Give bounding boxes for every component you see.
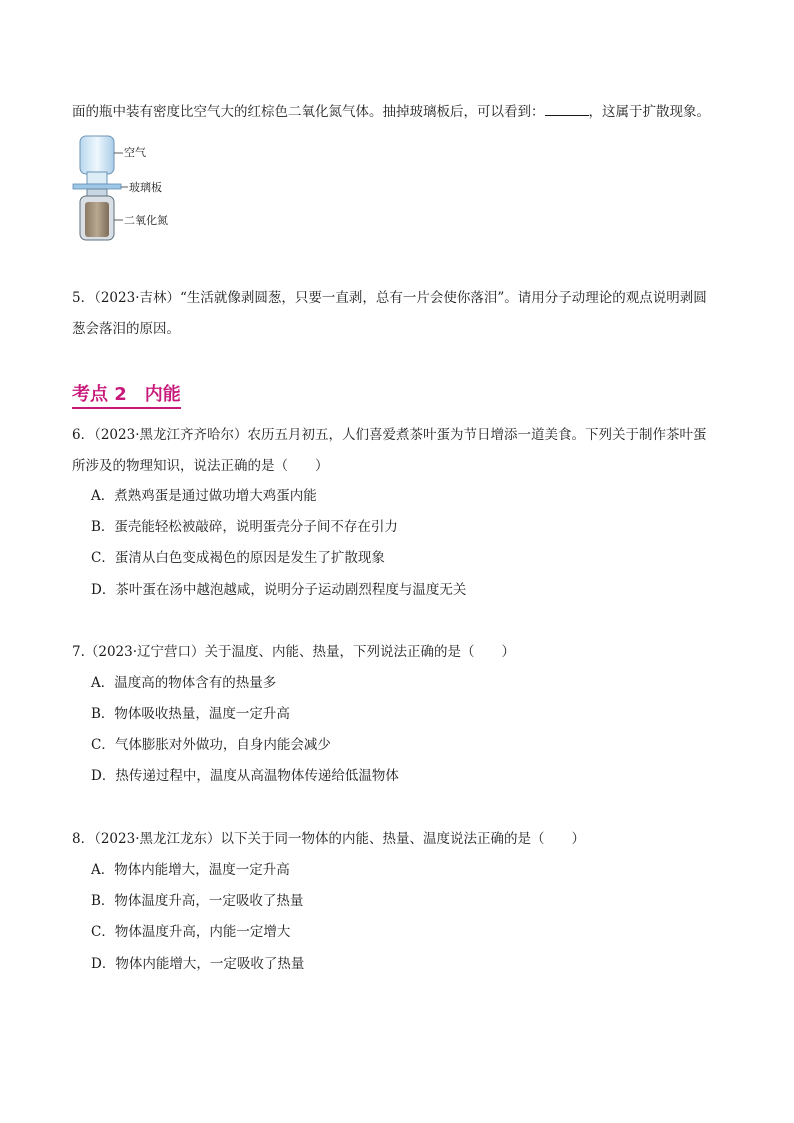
section-heading-internal-energy: 考点 2 内能 [72, 384, 181, 409]
bottom-bottle-no2 [80, 189, 114, 240]
q6-option-a[interactable]: A．煮熟鸡蛋是通过做功增大鸡蛋内能 [91, 488, 317, 504]
q6-option-b[interactable]: B．蛋壳能轻松被敲碎，说明蛋壳分子间不存在引力 [91, 519, 398, 535]
q6-option-c[interactable]: C．蛋清从白色变成褐色的原因是发生了扩散现象 [91, 550, 385, 566]
q5-line2: 葱会落泪的原因。 [72, 321, 180, 337]
label-glass-plate: 玻璃板 [129, 181, 162, 194]
q7-option-a[interactable]: A．温度高的物体含有的热量多 [91, 675, 277, 691]
q7-option-b[interactable]: B．物体吸收热量，温度一定升高 [91, 706, 290, 722]
q6-line2: 所涉及的物理知识，说法正确的是（ ） [72, 458, 329, 474]
q4-text-before: 面的瓶中装有密度比空气大的红棕色二氧化氮气体。抽掉玻璃板后，可以看到： [72, 104, 545, 120]
q8-option-a[interactable]: A．物体内能增大，温度一定升高 [91, 862, 290, 878]
q5-line1: 5．（2023·吉林）“生活就像剥圆葱，只要一直剥，总有一片会使你落泪”。请用分子动理论的观点说明剥圆 [72, 290, 707, 306]
q4-answer-blank[interactable] [545, 102, 589, 116]
q7-option-d[interactable]: D．热传递过程中，温度从高温物体传递给低温物体 [91, 768, 399, 784]
q8-line1: 8．（2023·黑龙江龙东）以下关于同一物体的内能、热量、温度说法正确的是（ ） [72, 831, 585, 847]
glass-plate [73, 184, 121, 189]
q8-option-d[interactable]: D．物体内能增大，一定吸收了热量 [91, 956, 305, 972]
top-bottle-air [80, 136, 114, 184]
q6-option-d[interactable]: D．茶叶蛋在汤中越泡越咸，说明分子运动剧烈程度与温度无关 [91, 582, 467, 598]
q8-option-c[interactable]: C．物体温度升高，内能一定增大 [91, 924, 291, 940]
label-no2: 二氧化氮 [124, 214, 168, 227]
q4-text-after: ，这属于扩散现象。 [588, 104, 710, 120]
label-air: 空气 [124, 146, 146, 159]
q7-line1: 7.（2023·辽宁营口）关于温度、内能、热量，下列说法正确的是（ ） [72, 644, 516, 660]
q6-line1: 6．（2023·黑龙江齐齐哈尔）农历五月初五，人们喜爱煮茶叶蛋为节日增添一道美食。下列关于制作茶叶蛋 [72, 427, 707, 443]
q4-text [72, 102, 710, 121]
q7-option-c[interactable]: C．气体膨胀对外做功，自身内能会减少 [91, 737, 331, 753]
q8-option-b[interactable]: B．物体温度升高，一定吸收了热量 [91, 893, 304, 909]
